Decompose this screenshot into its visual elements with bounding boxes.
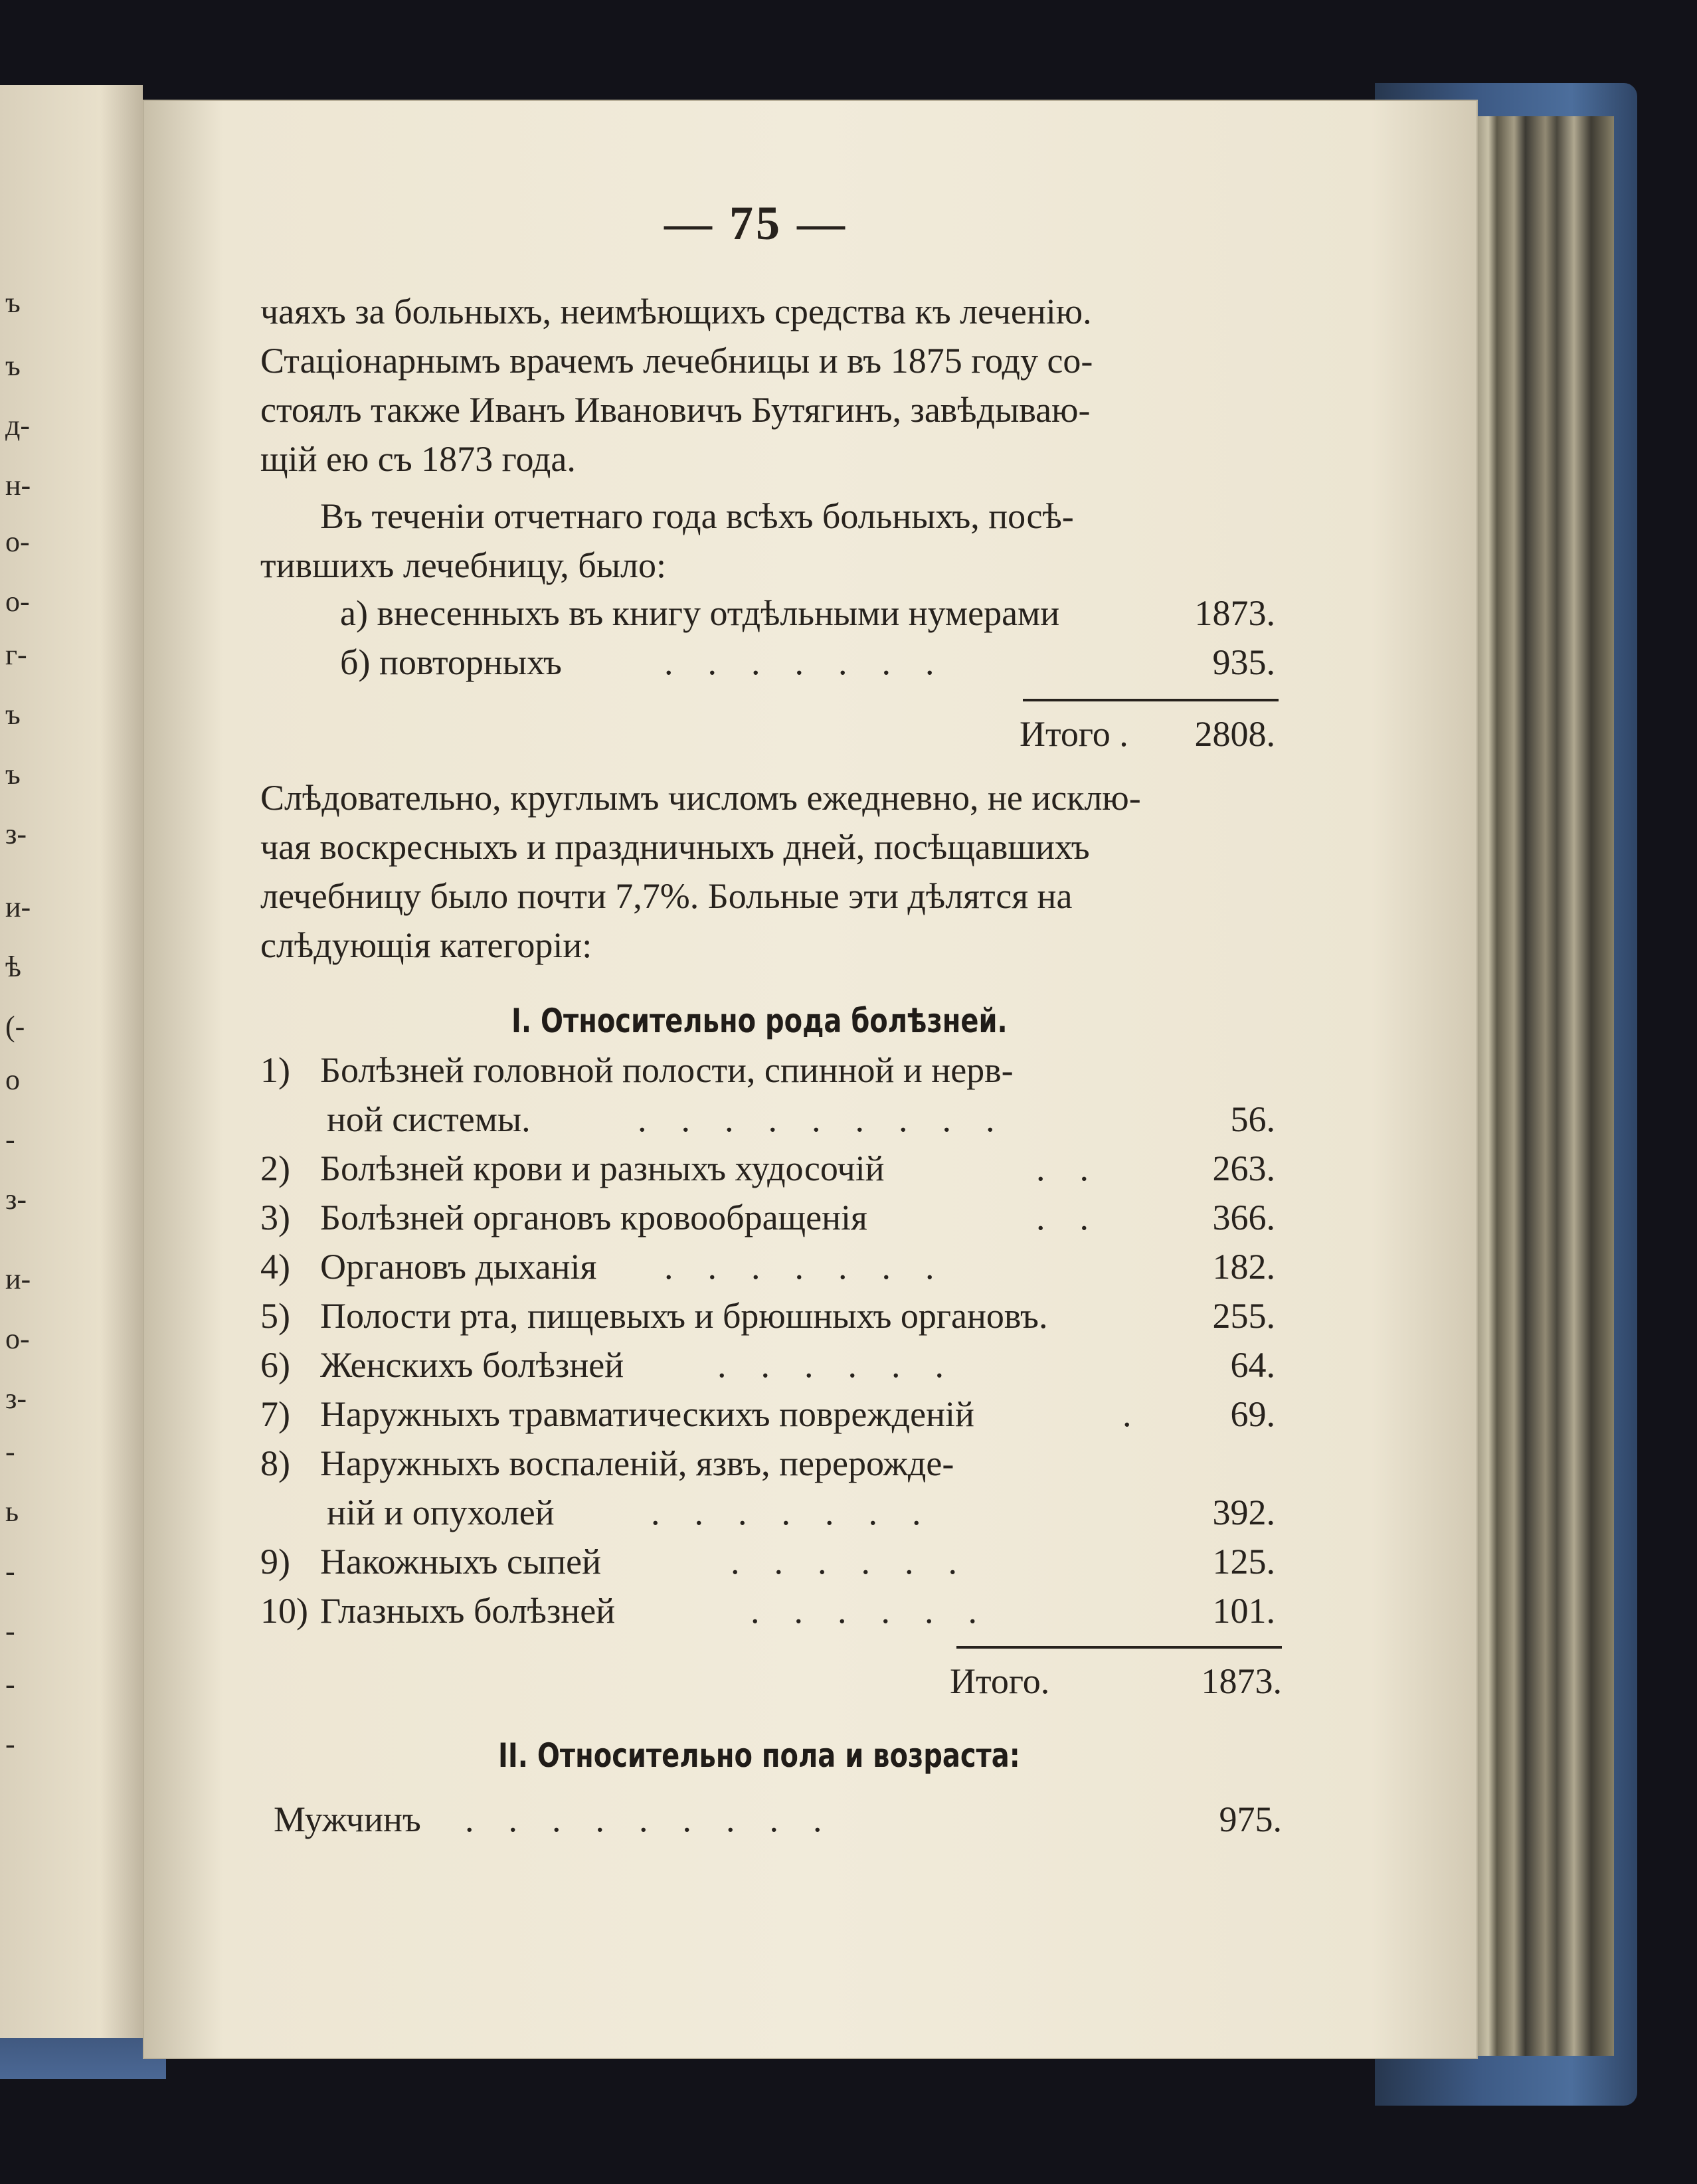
left-page-fragment: - [5,1615,15,1647]
left-page-fragment: г- [5,638,27,671]
item-label: Болѣзней головной полости, спинной и нерв- [320,1050,1014,1090]
item-number: 9) [260,1542,290,1582]
left-page-fragment: ъ [5,349,21,382]
item-label-cont: ній и опухолей [327,1493,555,1532]
men-value: 975. [1219,1799,1282,1839]
left-page-fragment: з- [5,1382,27,1415]
item-label: Полости рта, пищевыхъ и брюшныхъ органовъ. [320,1296,1048,1336]
visits-value: 935. [1212,642,1275,682]
item-value: 69. [1230,1394,1275,1434]
left-page-fragment: д- [5,409,31,442]
diseases-total: 1873. [1201,1661,1282,1701]
left-page-fragment: (- [5,1010,25,1043]
leader-dots: . [1122,1394,1166,1434]
visits-value: 1873. [1194,593,1275,633]
leader-dots: .. [1036,1148,1123,1188]
item-label: Наружныхъ воспаленій, язвъ, перерожде- [320,1443,954,1483]
item-label: Органовъ дыханія [320,1247,597,1287]
left-page-fragment: н- [5,469,31,501]
left-page-fragment: и- [5,1263,31,1295]
item-value: 125. [1212,1542,1275,1582]
text-line: лечебницу было почти 7,7%. Больные эти дѣлятся на [260,876,1073,916]
left-page-fragment: о- [5,1322,30,1355]
page-edges [1471,116,1614,2056]
left-page-fragment: ъ [5,698,21,731]
leader-dots: ......... [638,1099,1029,1139]
left-page [0,85,143,2038]
left-page-fragment: о [5,1063,20,1096]
visits-label: б) повторныхъ [340,642,562,682]
leader-dots: ....... [651,1493,956,1532]
leader-dots: ...... [717,1345,978,1385]
item-number: 4) [260,1247,290,1287]
text-line: стоялъ также Иванъ Ивановичъ Бутягинъ, завѣдываю- [260,390,1091,430]
leader-dots: ....... [664,642,969,682]
text-line: тившихъ лечебницу, было: [260,545,667,585]
item-number: 5) [260,1296,290,1336]
item-number: 1) [260,1050,290,1090]
item-value: 392. [1212,1493,1275,1532]
item-number: 10) [260,1591,308,1631]
visits-label: а) внесенныхъ въ книгу отдѣльными нумерами [340,593,1060,633]
item-label-cont: ной системы. [327,1099,531,1139]
leader-dots: ...... [751,1591,1012,1631]
item-label: Болѣзней органовъ кровообращенія [320,1198,867,1237]
item-value: 255. [1212,1296,1275,1336]
left-page-fragment: - [5,1435,15,1468]
left-page-fragment: ь [5,1495,19,1528]
item-label: Глазныхъ болѣзней [320,1591,616,1631]
item-label: Болѣзней крови и разныхъ худосочій [320,1148,885,1188]
text-line: слѣдующія категоріи: [260,925,592,965]
leader-dots: ....... [664,1247,969,1287]
total-rule [956,1646,1282,1649]
item-number: 3) [260,1198,290,1237]
item-value: 182. [1212,1247,1275,1287]
left-page-fragment: ъ [5,758,21,790]
left-page-fragment: - [5,1123,15,1156]
visits-total-label: Итого . [1020,714,1128,754]
left-page-fragment: ъ [5,286,21,319]
text-line: Слѣдовательно, круглымъ числомъ ежедневно, не исклю- [260,778,1141,818]
diseases-total-label: Итого. [950,1661,1050,1701]
text-line: чая воскресныхъ и праздничныхъ дней, посѣщавшихъ [260,827,1090,867]
left-page-fragment: ѣ [5,951,21,983]
leader-dots: ......... [465,1799,857,1839]
visits-total: 2808. [1194,714,1275,754]
item-value: 56. [1230,1099,1275,1139]
left-page-fragment: з- [5,818,27,850]
item-value: 263. [1212,1148,1275,1188]
item-value: 366. [1212,1198,1275,1237]
item-label: Накожныхъ сыпей [320,1542,601,1582]
text-line: чаяхъ за больныхъ, неимѣющихъ средства къ леченію. [260,292,1092,331]
page-number: — 75 — [664,197,848,250]
item-label: Наружныхъ травматическихъ поврежденій [320,1394,974,1434]
left-page-fragment: - [5,1555,15,1588]
item-number: 8) [260,1443,290,1483]
left-page-fragment: з- [5,1183,27,1216]
item-number: 7) [260,1394,290,1434]
item-label: Женскихъ болѣзней [320,1345,624,1385]
left-page-fragment: и- [5,891,31,923]
left-page-fragment: - [5,1668,15,1700]
item-value: 64. [1230,1345,1275,1385]
section-heading: II. Относительно пола и возраста: [498,1736,1020,1775]
text-line: Стаціонарнымъ врачемъ лечебницы и въ 1875 году со- [260,341,1093,381]
section-heading: I. Относительно рода болѣзней. [511,1002,1008,1040]
text-line: Въ теченіи отчетнаго года всѣхъ больныхъ, посѣ- [320,496,1074,536]
leader-dots: ...... [731,1542,992,1582]
total-rule [1023,699,1279,701]
text-line: щій ею съ 1873 года. [260,439,576,479]
left-page-fragment: - [5,1728,15,1760]
item-number: 6) [260,1345,290,1385]
men-label: Мужчинъ [274,1799,421,1839]
leader-dots: .. [1036,1198,1123,1237]
item-number: 2) [260,1148,290,1188]
item-value: 101. [1212,1591,1275,1631]
left-page-fragment: о- [5,525,30,558]
left-page-fragment: о- [5,585,30,618]
